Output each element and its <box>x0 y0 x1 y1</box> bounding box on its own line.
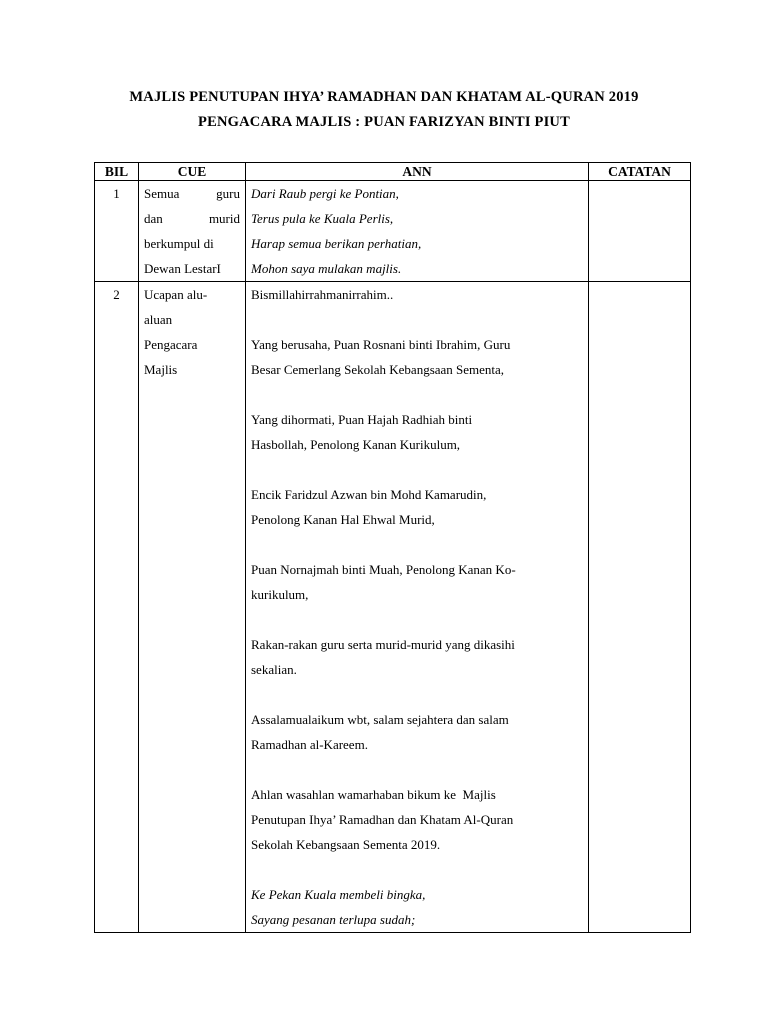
row1-catatan <box>589 181 691 282</box>
row1-cue: Semua guru dan murid berkumpul di Dewan LestarI <box>139 181 246 282</box>
document-subtitle: PENGACARA MAJLIS : PUAN FARIZYAN BINTI PIUT <box>198 114 570 130</box>
row2-cue: Ucapan alu- aluan Pengacara Majlis <box>139 282 246 933</box>
table-header-row <box>95 163 691 181</box>
header-ann: ANN <box>246 163 589 181</box>
row1-bil: 1 <box>95 181 139 282</box>
row2-catatan <box>589 282 691 933</box>
script-table <box>94 162 691 933</box>
document-title: MAJLIS PENUTUPAN IHYA’ RAMADHAN DAN KHATAM AL-QURAN 2019 <box>129 89 639 105</box>
row2-ann: Bismillahirrahmanirrahim.. Yang berusaha, Puan Rosnani binti Ibrahim, Guru Besar Cemerlang Sekolah Kebangsaan Sementa, Yang dihormati, Puan Hajah Radhiah binti Hasbollah, Penolong Kanan Kurikulum, Encik Faridzul Azwan bin Mohd Kamarudin, Penolong Kanan Hal Ehwal Murid, Puan Nornajmah binti Muah, Penolong Kanan Ko- kurikulum, Rakan-rakan guru serta murid-murid yang dikasihi sekalian. Assalamualaikum wbt, salam sejahtera dan salam Ramadhan al-Kareem. Ahlan wasahlan wamarhaban bikum ke Majlis Penutupan Ihya’ Ramadhan dan Khatam Al-Quran Sekolah Kebangsaan Sementa 2019. Ke Pekan Kuala membeli bingka, Sayang pesanan terlupa sudah; <box>246 282 589 933</box>
table-row <box>95 282 691 933</box>
table-row <box>95 181 691 282</box>
header-cue: CUE <box>139 163 246 181</box>
header-bil: BIL <box>95 163 139 181</box>
header-catatan: CATATAN <box>589 163 691 181</box>
row2-bil: 2 <box>95 282 139 933</box>
row1-ann: Dari Raub pergi ke Pontian, Terus pula ke Kuala Perlis, Harap semua berikan perhatian, Mohon saya mulakan majlis. <box>246 181 589 282</box>
